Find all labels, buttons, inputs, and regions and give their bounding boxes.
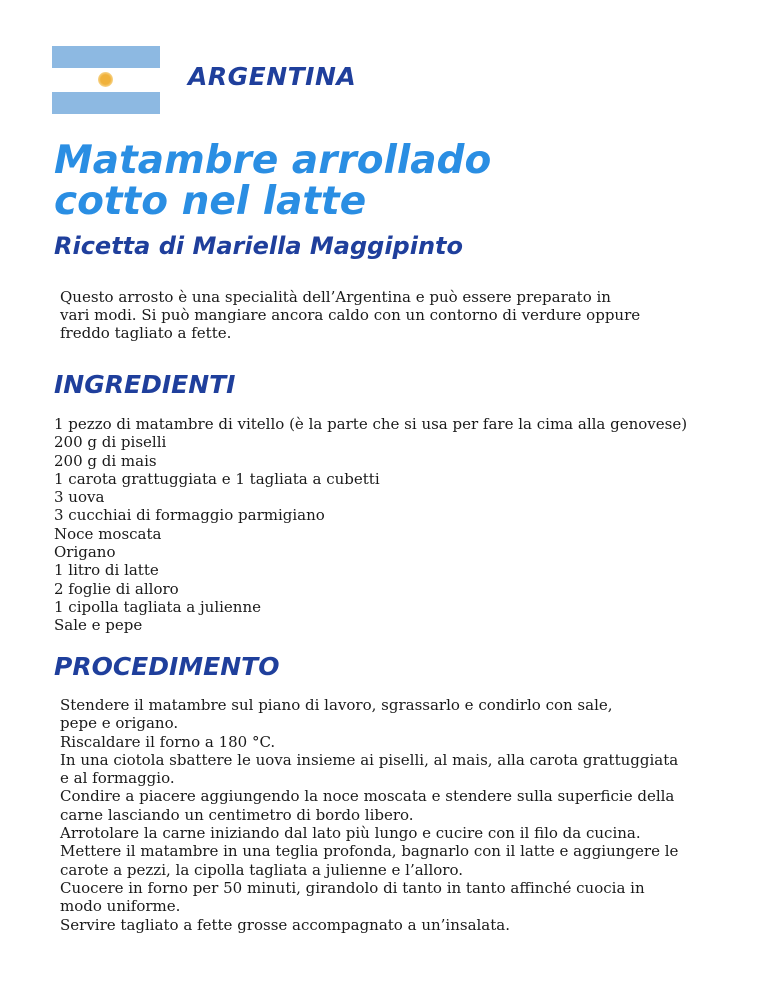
procedure-line: pepe e origano. [60,714,179,733]
ingredient-item: 3 cucchiai di formaggio parmigiano [54,506,325,525]
procedure-line: Mettere il matambre in una teglia profonda, bagnarlo con il latte e aggiungere le [60,842,679,861]
procedure-line: modo uniforme. [60,897,181,916]
procedure-line: Stendere il matambre sul piano di lavoro, sgrassarlo e condirlo con sale, [60,696,613,714]
procedure-text [60,696,740,934]
ingredient-item: Noce moscata [54,524,162,543]
recipe-author: Ricetta di Mariella Maggipinto [54,232,464,260]
procedure-line: e al formaggio. [60,769,175,788]
argentina-flag [52,46,160,114]
country-label: ARGENTINA [188,62,357,91]
title-line-2: cotto nel latte [54,179,367,224]
intro-line: freddo tagliato a fette. [60,324,232,342]
procedure-line: Servire tagliato a fette grosse accompagnato a un’insalata. [60,915,510,934]
ingredient-item: 1 litro di latte [54,561,159,580]
ingredient-item: Origano [54,543,116,562]
procedure-line: Arrotolare la carne iniziando dal lato più lungo e cucire con il filo da cucina. [60,824,641,843]
intro-paragraph [60,288,680,342]
procedure-heading: PROCEDIMENTO [54,652,280,681]
intro-line: Questo arrosto è una specialità dell’Argentina e può essere preparato in [60,288,611,306]
ingredient-item: 3 uova [54,488,105,507]
ingredient-item: 200 g di piselli [54,433,167,452]
procedure-line: Riscaldare il forno a 180 °C. [60,732,276,751]
procedure-line: In una ciotola sbattere le uova insieme ai piselli, al mais, alla carota grattuggiata [60,750,679,769]
flag-top-band [52,46,160,68]
ingredients-list [54,415,754,635]
intro-line: vari modi. Si può mangiare ancora caldo con un contorno di verdure oppure [60,306,641,324]
ingredient-item: 1 pezzo di matambre di vitello (è la parte che si usa per fare la cima alla genovese) [54,415,688,433]
ingredient-item: 200 g di mais [54,451,157,470]
ingredient-item: 1 cipolla tagliata a julienne [54,597,261,616]
procedure-line: carote a pezzi, la cipolla tagliata a julienne e l’alloro. [60,860,463,879]
ingredients-heading: INGREDIENTI [54,370,236,399]
flag-bottom-band [52,92,160,114]
title-line-1: Matambre arrollado [54,138,492,183]
ingredient-item: 2 foglie di alloro [54,579,179,598]
ingredient-item: 1 carota grattuggiata e 1 tagliata a cubetti [54,469,380,488]
procedure-line: Condire a piacere aggiungendo la noce moscata e stendere sulla superficie della [60,787,675,806]
ingredient-item: Sale e pepe [54,616,143,635]
procedure-line: Cuocere in forno per 50 minuti, girandolo di tanto in tanto affinché cuocia in [60,878,645,897]
sun-of-may-icon [98,72,113,87]
procedure-line: carne lasciando un centimetro di bordo libero. [60,805,414,824]
recipe-title [54,140,491,222]
